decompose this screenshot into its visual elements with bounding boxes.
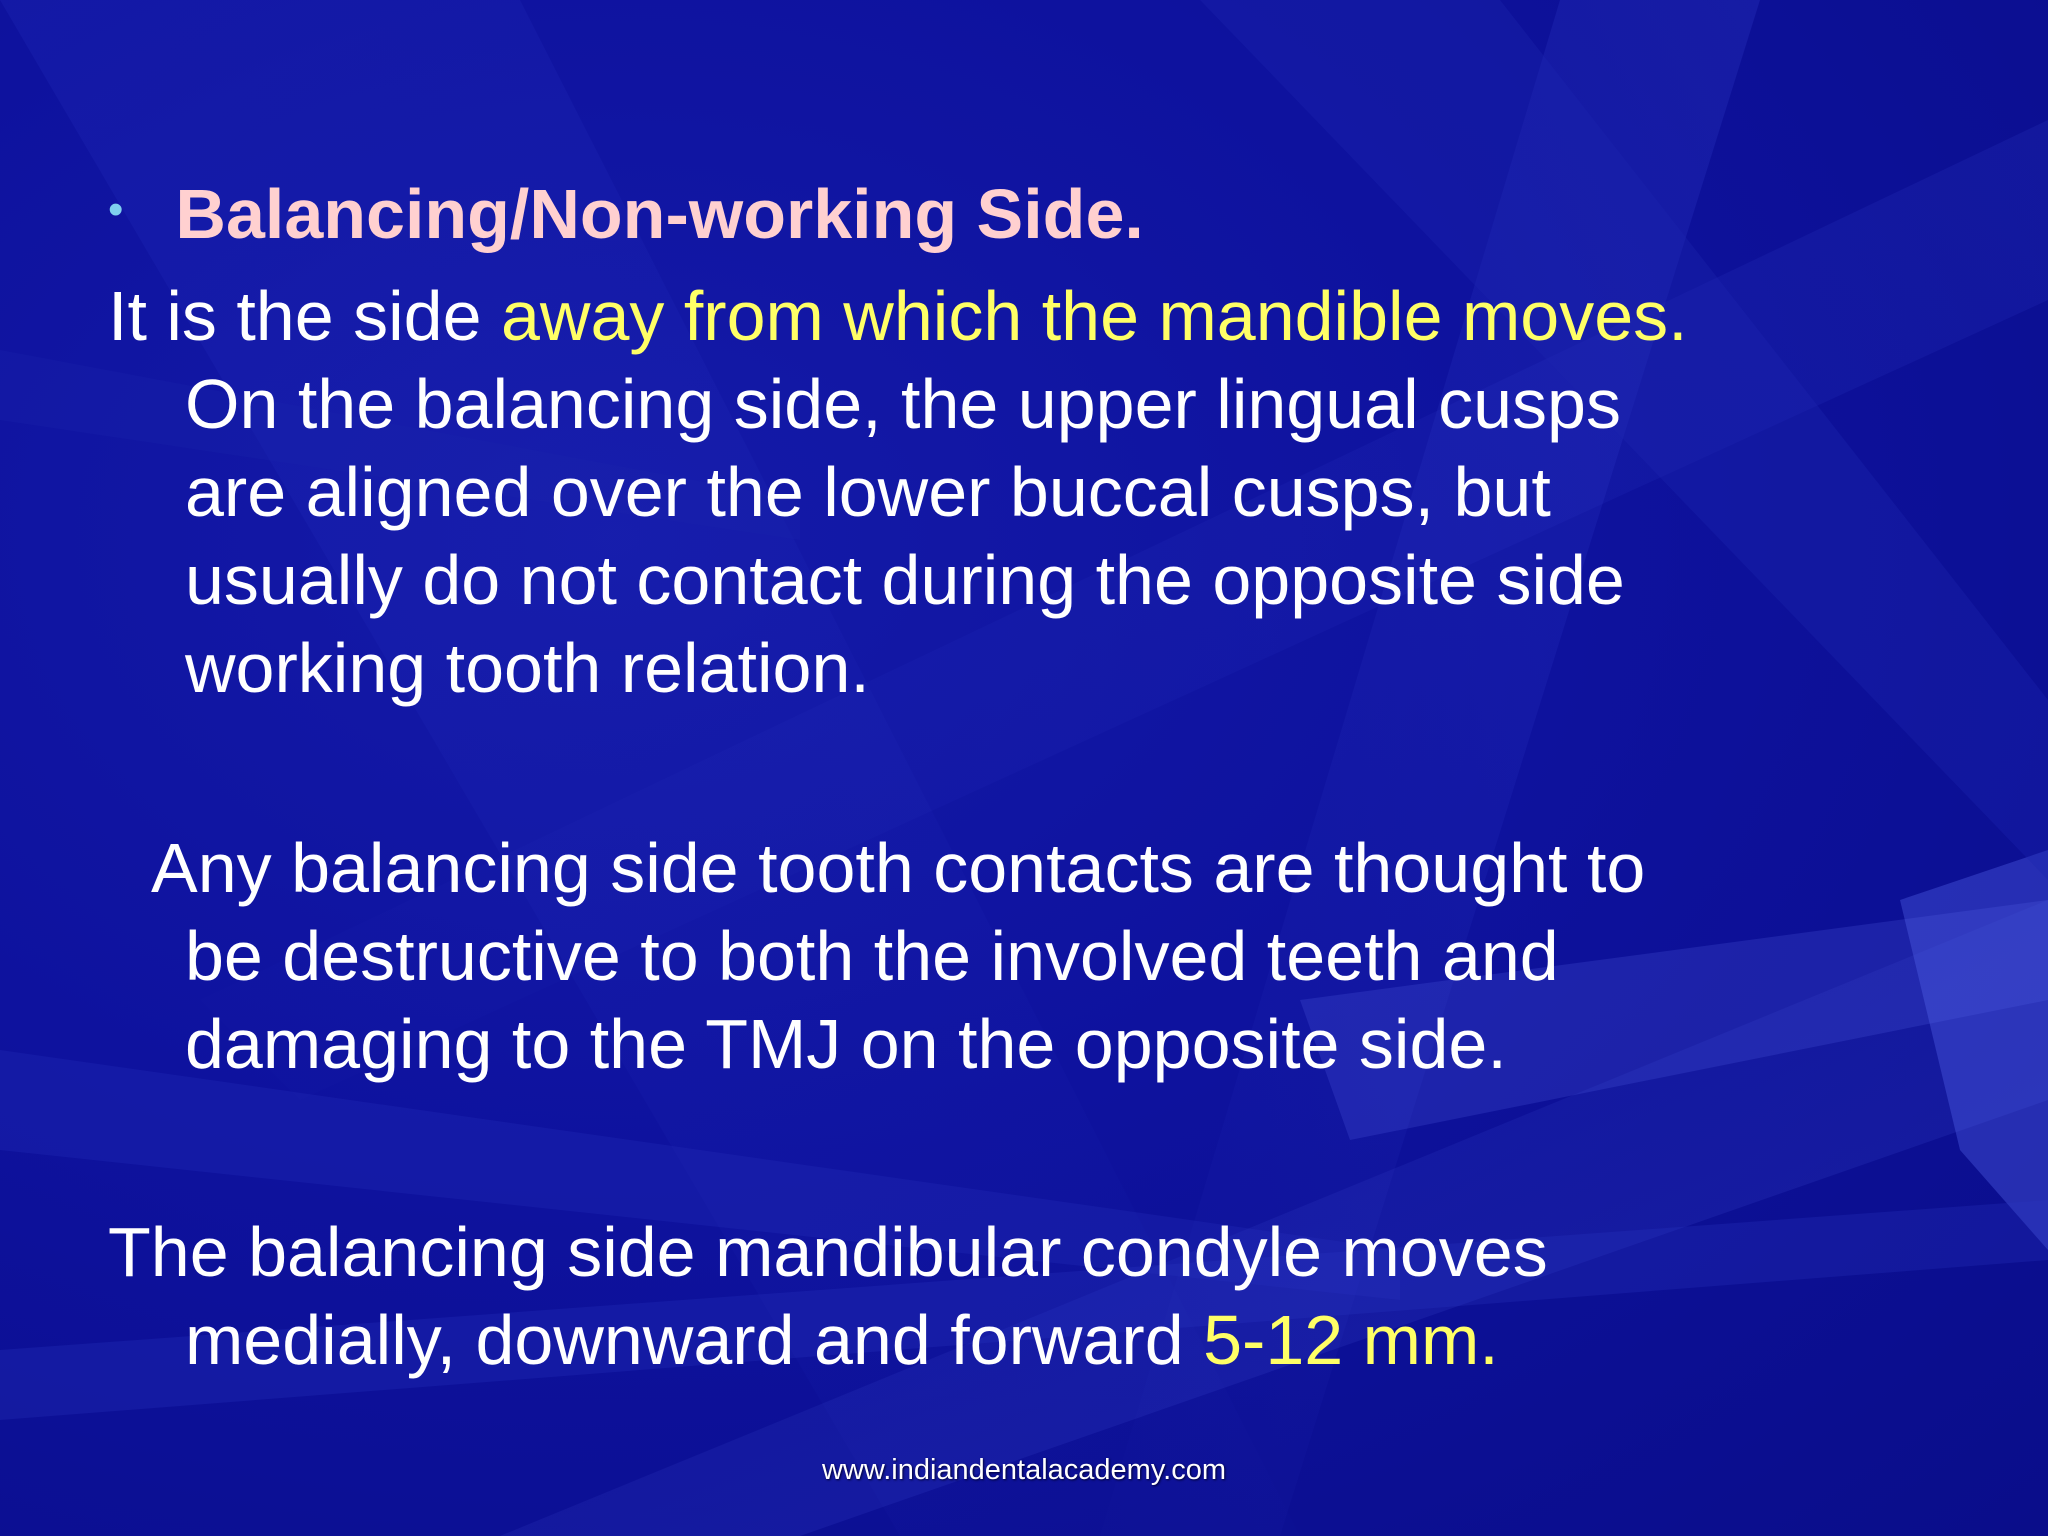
paragraph-line: The balancing side mandibular condyle moves [108, 1213, 1548, 1291]
highlighted-text: 5-12 mm. [1203, 1301, 1499, 1379]
footer-watermark: www.indiandentalacademy.com [821, 1454, 1227, 1486]
paragraph-line: working tooth relation. [185, 629, 870, 707]
highlighted-text: away from which the mandible moves. [500, 277, 1688, 355]
bullet-icon: • [108, 185, 124, 234]
paragraph-condyle-movement [108, 1208, 1548, 1384]
paragraph-text: medially, downward and forward [185, 1301, 1204, 1379]
paragraph-working-side-definition [108, 272, 1688, 712]
paragraph-line: damaging to the TMJ on the opposite side. [185, 1005, 1507, 1083]
paragraph-line: are aligned over the lower buccal cusps, but [185, 453, 1551, 531]
heading-bullet-row [108, 170, 1144, 254]
paragraph-line [108, 1296, 1548, 1384]
paragraph-line [108, 272, 1688, 360]
paragraph-text: It is the side [108, 277, 501, 355]
paragraph-line: On the balancing side, the upper lingual cusps [185, 365, 1621, 443]
paragraph-destructive-contacts [108, 824, 1645, 1088]
paragraph-line: Any balancing side tooth contacts are thought to [151, 829, 1646, 907]
paragraph-line: be destructive to both the involved teeth and [185, 917, 1559, 995]
slide-heading: Balancing/Non-working Side. [175, 175, 1144, 253]
paragraph-line: usually do not contact during the opposite side [185, 541, 1625, 619]
